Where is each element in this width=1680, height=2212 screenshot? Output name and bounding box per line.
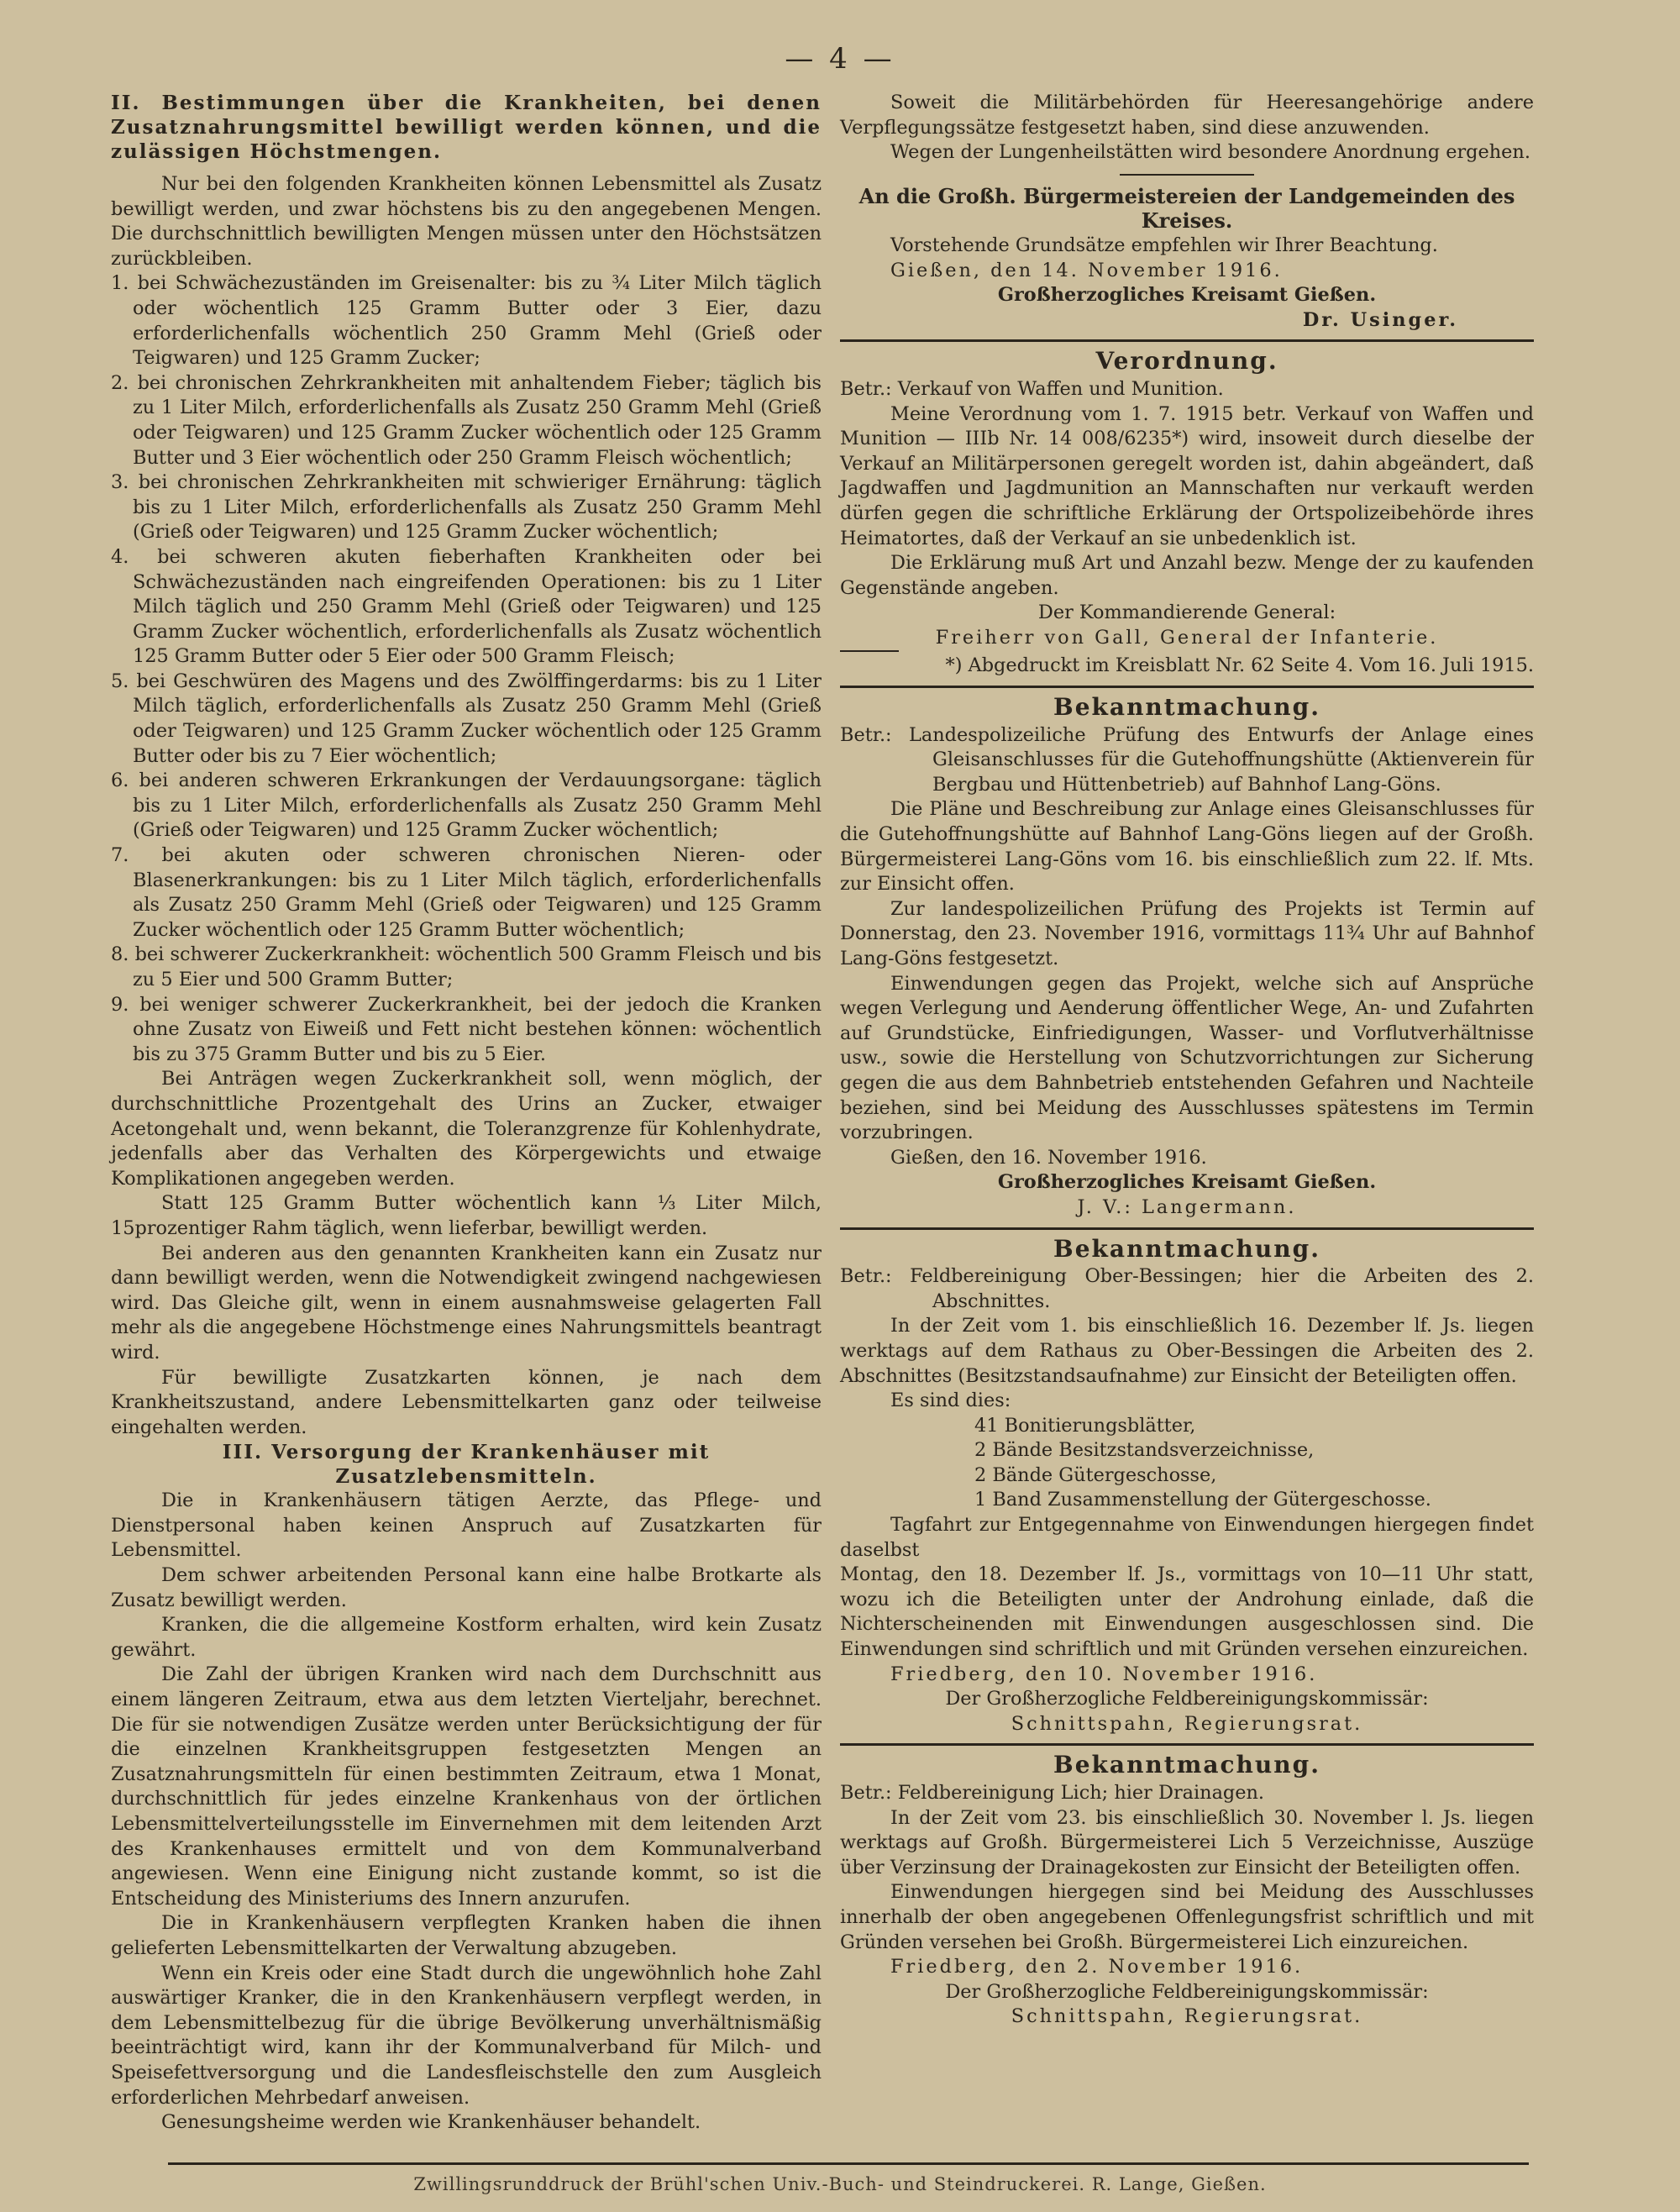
list-item: 2 Bände Besitzstandsverzeichnisse, bbox=[974, 1439, 1315, 1462]
paragraph: Montag, den 18. Dezember lf. Js., vormittags von 10—11 Uhr statt, wozu ich die Beteiligten unter der Androhung einlade, daß die Nichterscheinenden mit Einwendungen ausgeschlossen sind. Die Einwendungen sind schriftlich und mit Gründen versehen einzureichen. bbox=[840, 1563, 1534, 1661]
office-line: Der Großherzogliche Feldbereinigungskommissär: bbox=[945, 1980, 1429, 2003]
betr-line: Betr.: Feldbereinigung Lich; hier Drainagen. bbox=[840, 1782, 1265, 1804]
paragraph: Die in Krankenhäusern tätigen Aerzte, das Pflege- und Dienstpersonal haben keinen Anspruch auf Zusatzkarten für Lebensmittel. bbox=[111, 1490, 822, 1562]
list-item: 7. bei akuten oder schweren chronischen Nieren- oder Blasenerkrankungen: bis zu 1 Liter Milch täglich, erforderlichenfalls als Zusatz 250 Gramm Mehl (Grieß oder Teigwaren) und 125 Gramm Zucker wöchentlich oder 125 Gramm Butter wöchentlich; bbox=[111, 844, 822, 941]
list-item: 4. bei schweren akuten fieberhaften Krankheiten oder bei Schwächezuständen nach eingreifenden Operationen: bis zu 1 Liter Milch täglich und 250 Gramm Mehl (Grieß oder Teigwaren) und 125 Gramm Zucker wöchentlich, erforderlichenfalls als Zusatz wöchentlich 125 Gramm Butter oder 5 Eier oder 500 Gramm Fleisch; bbox=[111, 545, 822, 668]
paragraph: Die in Krankenhäusern verpflegten Kranken haben die ihnen gelieferten Lebensmittelkarten der Verwaltung abzugeben. bbox=[111, 1912, 822, 1959]
paragraph: Zur landespolizeilichen Prüfung des Projekts ist Termin auf Donnerstag, den 23. November 1916, vormittags 11¾ Uhr auf Bahnhof Lang-Göns festgesetzt. bbox=[840, 897, 1534, 969]
page-bottom-rule bbox=[168, 2162, 1529, 2165]
paragraph: Tagfahrt zur Entgegennahme von Einwendungen hiergegen findet daselbst bbox=[840, 1514, 1534, 1561]
date-line: Gießen, den 14. November 1916. bbox=[890, 259, 1283, 281]
section-divider bbox=[840, 1743, 1534, 1746]
betr-line: Betr.: Landespolizeiliche Prüfung des Entwurfs der Anlage eines Gleisanschlusses für die Gutehoffnungshütte (Aktienverein für Bergbau und Hüttenbetrieb) auf Bahnhof Lang-Göns. bbox=[840, 723, 1534, 796]
section-iii-heading: III. Versorgung der Krankenhäuser mit Zusatzlebensmitteln. bbox=[222, 1441, 711, 1489]
paragraph: Wegen der Lungenheilstätten wird besondere Anordnung ergehen. bbox=[890, 141, 1530, 164]
paragraph-zuckerkrankheit: Bei Anträgen wegen Zuckerkrankheit soll, wenn möglich, der durchschnittliche Prozentgehalt des Urins an Zucker, etwaiger Acetongehalt und, wenn bekannt, die Toleranzgrenze für Kohlenhydrate, jedenfalls aber das Verhalten des Körpergewichts und etwaige Komplikationen angegeben werden. bbox=[111, 1068, 822, 1190]
signature: Schnittspahn, Regierungsrat. bbox=[1011, 2005, 1363, 2028]
paragraph: Einwendungen gegen das Projekt, welche sich auf Ansprüche wegen Verlegung und Aenderung öffentlicher Wege, An- und Zufahrten auf Grundstücke, Einfriedigungen, Wasser- und Vorflutverhältnisse usw., sowie die Herstellung von Schutzvorrichtungen zur Sicherung gegen die aus dem Bahnbetrieb entstehenden Gefahren und Nachteile beziehen, sind bei Meidung des Ausschlusses spätestens im Termin vorzubringen. bbox=[840, 972, 1534, 1144]
date-line: Gießen, den 16. November 1916. bbox=[890, 1146, 1207, 1169]
paragraph-andere-krankheiten: Bei anderen aus den genannten Krankheiten kann ein Zusatz nur dann bewilligt werden, wenn die Notwendigkeit zwingend nachgewiesen wird. Das Gleiche gilt, wenn in einem ausnahmsweise gelagerten Fall mehr als die angegebene Höchstmenge eines Nahrungsmittels beantragt wird. bbox=[111, 1242, 822, 1363]
office-line: Großherzogliches Kreisamt Gießen. bbox=[997, 1171, 1377, 1194]
footnote: *) Abgedruckt im Kreisblatt Nr. 62 Seite 4. Vom 16. Juli 1915. bbox=[945, 654, 1534, 677]
list-item: 2 Bände Gütergeschosse, bbox=[974, 1463, 1217, 1486]
signature: Schnittspahn, Regierungsrat. bbox=[1011, 1712, 1363, 1735]
paragraph: Die Pläne und Beschreibung zur Anlage eines Gleisanschlusses für die Gutehoffnungshütte auf Bahnhof Lang-Göns liegen auf der Großh. Bürgermeisterei Lang-Göns vom 16. bis einschließlich zum 22. lf. Mts. zur Einsicht offen. bbox=[840, 798, 1534, 896]
signature: Dr. Usinger. bbox=[1302, 308, 1458, 331]
paragraph: Es sind dies: bbox=[890, 1390, 1011, 1412]
paragraph: Soweit die Militärbehörden für Heeresangehörige andere Verpflegungssätze festgesetzt haben, sind diese anzuwenden. bbox=[840, 92, 1534, 139]
left-column bbox=[111, 91, 822, 2136]
betr-line: Betr.: Feldbereinigung Ober-Bessingen; hier die Arbeiten des 2. Abschnittes. bbox=[840, 1265, 1534, 1312]
date-line: Friedberg, den 2. November 1916. bbox=[890, 1956, 1304, 1978]
list-item: 3. bei chronischen Zehrkrankheiten mit schwieriger Ernährung: täglich bis zu 1 Liter Milch, erforderlichenfalls als Zusatz 250 Gramm Mehl (Grieß oder Teigwaren) und 125 Gramm Zucker wöchentlich; bbox=[111, 471, 822, 544]
section-divider bbox=[840, 686, 1534, 688]
section-divider bbox=[840, 339, 1534, 342]
signature: J. V.: Langermann. bbox=[1077, 1195, 1297, 1218]
page-number: — 4 — bbox=[785, 42, 895, 76]
paragraph: In der Zeit vom 1. bis einschließlich 16. Dezember lf. Js. liegen werktags auf dem Rathaus zu Ober-Bessingen die Arbeiten des 2. Abschnittes (Besitzstandsaufnahme) zur Einsicht der Beteiligten offen. bbox=[840, 1315, 1534, 1387]
betr-line: Betr.: Verkauf von Waffen und Munition. bbox=[840, 377, 1224, 400]
paragraph: Einwendungen hiergegen sind bei Meidung des Ausschlusses innerhalb der oben angegebenen Offenlegungsfrist schriftlich und mit Gründen versehen bei Großh. Bürgermeisterei Lich einzureichen. bbox=[840, 1881, 1534, 1953]
paragraph: Wenn ein Kreis oder eine Stadt durch die ungewöhnlich hohe Zahl auswärtiger Kranker, die in den Krankenhäusern verpflegt werden, in dem Lebensmittelbezug für die übrige Bevölkerung unverhältnismäßig beeinträchtigt wird, kann ihr der Kommunalverband für Milch- und Speisefettversorgung und die Landesfleischstelle den zum Ausgleich erforderlichen Mehrbedarf anweisen. bbox=[111, 1962, 822, 2109]
paragraph-zusatzkarten: Für bewilligte Zusatzkarten können, je nach dem Krankheitszustand, andere Lebensmittelkarten ganz oder teilweise eingehalten werden. bbox=[111, 1366, 822, 1438]
paragraph: Dem schwer arbeitenden Personal kann eine halbe Brotkarte als Zusatz bewilligt werden. bbox=[111, 1564, 822, 1611]
paragraph-statt-butter: Statt 125 Gramm Butter wöchentlich kann ⅓ Liter Milch, 15prozentiger Rahm täglich, wenn lieferbar, bewilligt werden. bbox=[111, 1192, 822, 1239]
section-ii-intro: Nur bei den folgenden Krankheiten können Lebensmittel als Zusatz bewilligt werden, und zwar höchstens bis zu den angegebenen Mengen. Die durchschnittlich bewilligten Mengen müssen unter den Höchstsätzen zurückbleiben. bbox=[111, 173, 822, 270]
rank-line: Der Kommandierende General: bbox=[1037, 602, 1336, 624]
document-list bbox=[840, 1414, 1534, 1513]
paragraph: Meine Verordnung vom 1. 7. 1915 betr. Verkauf von Waffen und Munition — IIIb Nr. 14 008/6235*) wird, insoweit durch dieselbe der Verkauf an Militärpersonen geregelt worden ist, dahin abgeändert, daß Jagdwaffen und Jagdmunition an Mannschaften nur verkauft werden dürfen gegen die schriftliche Erklärung der Ortspolizeibehörde ihres Heimatortes, daß der Verkauf an sie unbedenklich ist. bbox=[840, 402, 1534, 549]
section-ii-heading: II. Bestimmungen über die Krankheiten, bei denen Zusatznahrungsmittel bewilligt werden können, und die zulässigen Höchstmengen. bbox=[111, 92, 822, 163]
list-item: 41 Bonitierungsblätter, bbox=[974, 1414, 1196, 1437]
list-item: 1 Band Zusammenstellung der Gütergeschosse. bbox=[974, 1489, 1431, 1511]
verordnung-title: Verordnung. bbox=[1095, 347, 1278, 376]
paragraph: Die Erklärung muß Art und Anzahl bezw. Menge der zu kaufenden Gegenstände angeben. bbox=[840, 552, 1534, 599]
bekanntmachung-title: Bekanntmachung. bbox=[1053, 1234, 1320, 1263]
list-item: 9. bei weniger schwerer Zuckerkrankheit, bei der jedoch die Kranken ohne Zusatz von Eiweiß und Fett nicht bestehen können: wöchentlich bis zu 375 Gramm Butter und bis zu 5 Eier. bbox=[111, 993, 822, 1065]
addressee: An die Großh. Bürgermeistereien der Landgemeinden des Kreises. bbox=[858, 183, 1515, 234]
signature: Freiherr von Gall, General der Infanterie. bbox=[935, 626, 1439, 649]
section-divider bbox=[840, 1227, 1534, 1230]
bekanntmachung-title: Bekanntmachung. bbox=[1053, 1751, 1320, 1779]
list-item: 6. bei anderen schweren Erkrankungen der Verdauungsorgane: täglich bis zu 1 Liter Milch, erforderlichenfalls als Zusatz 250 Gramm Mehl (Grieß oder Teigwaren) und 125 Gramm Zucker wöchentlich; bbox=[111, 770, 822, 842]
paragraph: Genesungsheime werden wie Krankenhäuser behandelt. bbox=[161, 2111, 701, 2134]
office-line: Der Großherzogliche Feldbereinigungskommissär: bbox=[945, 1688, 1429, 1710]
footnote-rule bbox=[840, 650, 899, 652]
bekanntmachung-title: Bekanntmachung. bbox=[1053, 693, 1320, 722]
date-line: Friedberg, den 10. November 1916. bbox=[890, 1663, 1318, 1685]
paragraph: In der Zeit vom 23. bis einschließlich 30. November l. Js. liegen werktags auf Großh. Bürgermeisterei Lich 5 Verzeichnisse, Auszüge über Verzinsung der Drainagekosten zur Einsicht der Beteiligten offen. bbox=[840, 1806, 1534, 1878]
disease-list bbox=[111, 271, 822, 1067]
paragraph: Die Zahl der übrigen Kranken wird nach dem Durchschnitt aus einem längeren Zeitraum, etwa aus dem letzten Vierteljahr, berechnet. Die für sie notwendigen Zusätze werden unter Berücksichtigung der für die einzelnen Krankheitsgruppen festgesetzten Mengen an Zusatznahrungsmitteln für einen bestimmten Zeitraum, etwa 1 Monat, durchschnittlich für jedes einzelne Krankenhaus von der örtlichen Lebensmittelverteilungsstelle im Einvernehmen mit dem leitenden Arzt des Krankenhauses ermittelt und von dem Kommunalverband angewiesen. Wenn eine Einigung nicht zustande kommt, so ist die Entscheidung des Ministeriums des Innern anzurufen. bbox=[111, 1663, 822, 1910]
recommendation: Vorstehende Grundsätze empfehlen wir Ihrer Beachtung. bbox=[890, 234, 1438, 256]
right-column bbox=[840, 91, 1534, 2030]
list-item: 1. bei Schwächezuständen im Greisenalter: bis zu ¾ Liter Milch täglich oder wöchentlich 125 Gramm Butter oder 3 Eier, dazu erforderlichenfalls wöchentlich 250 Gramm Mehl (Grieß oder Teigwaren) und 125 Gramm Zucker; bbox=[111, 272, 822, 370]
list-item: 5. bei Geschwüren des Magens und des Zwölffingerdarms: bis zu 1 Liter Milch täglich, erforderlichenfalls als Zusatz 250 Gramm Mehl (Grieß oder Teigwaren) und 125 Gramm Zucker wöchentlich oder 125 Gramm Butter oder bis zu 7 Eier wöchentlich; bbox=[111, 670, 822, 767]
paragraph: Kranken, die die allgemeine Kostform erhalten, wird kein Zusatz gewährt. bbox=[111, 1614, 822, 1661]
printer-imprint: Zwillingsrunddruck der Brühl'schen Univ.-Buch- und Steindruckerei. R. Lange, Gießen. bbox=[413, 2174, 1267, 2194]
list-item: 8. bei schwerer Zuckerkrankheit: wöchentlich 500 Gramm Fleisch und bis zu 5 Eier und 500 Gramm Butter; bbox=[111, 943, 822, 990]
office-line: Großherzogliches Kreisamt Gießen. bbox=[997, 284, 1377, 307]
list-item: 2. bei chronischen Zehrkrankheiten mit anhaltendem Fieber; täglich bis zu 1 Liter Milch, erforderlichenfalls als Zusatz 250 Gramm Mehl (Grieß oder Teigwaren) und 125 Gramm Zucker wöchentlich oder 125 Gramm Butter und 3 Eier wöchentlich oder 250 Gramm Fleisch wöchentlich; bbox=[111, 371, 822, 469]
divider bbox=[1120, 174, 1254, 176]
